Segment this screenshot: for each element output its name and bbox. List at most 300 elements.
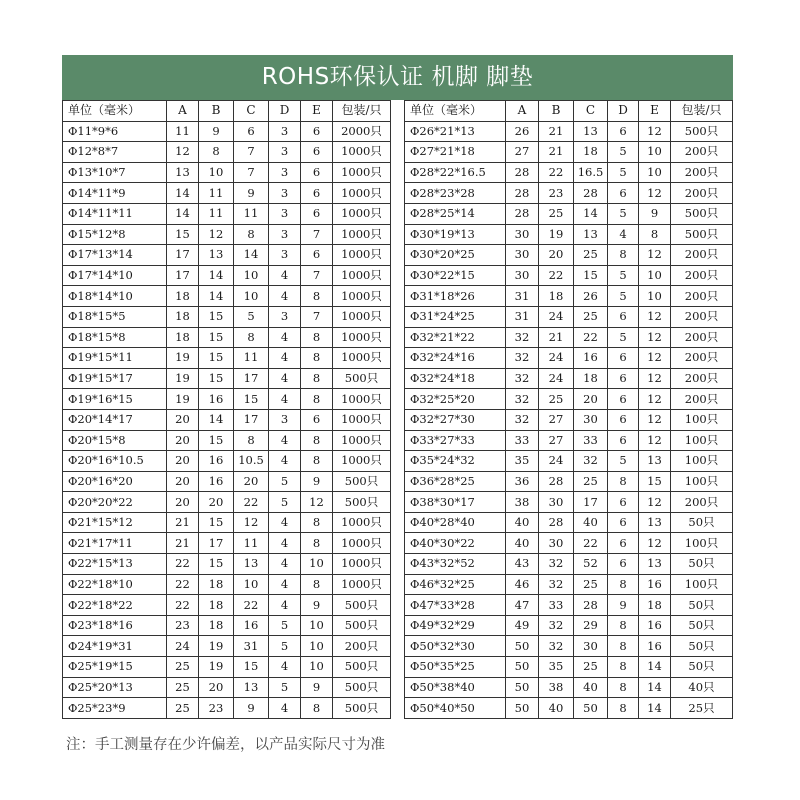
table-cell: 16	[234, 615, 269, 636]
table-cell: 13	[639, 554, 671, 575]
table-cell: 32	[539, 554, 574, 575]
page-title: ROHS环保认证 机脚 脚垫	[62, 55, 733, 100]
table-row	[63, 162, 391, 183]
table-cell: 30	[574, 409, 608, 430]
table-cell: 3	[269, 203, 301, 224]
table-cell: 14	[639, 698, 671, 719]
table-cell: 13	[639, 451, 671, 472]
table-cell: 14	[167, 203, 199, 224]
table-cell: 17	[234, 368, 269, 389]
table-cell: 25只	[671, 698, 733, 719]
table-cell: 18	[574, 142, 608, 163]
column-header: E	[639, 101, 671, 122]
model-cell: Φ32*24*16	[405, 348, 506, 369]
table-cell: 14	[574, 203, 608, 224]
table-cell: 9	[199, 121, 234, 142]
table-cell: 30	[506, 224, 539, 245]
table-cell: 32	[506, 389, 539, 410]
model-cell: Φ20*16*20	[63, 471, 167, 492]
table-cell: 1000只	[333, 512, 391, 533]
table-row	[405, 121, 733, 142]
table-cell: 50	[574, 698, 608, 719]
table-row	[405, 554, 733, 575]
table-cell: 50只	[671, 636, 733, 657]
table-cell: 17	[167, 265, 199, 286]
table-cell: 4	[269, 698, 301, 719]
table-cell: 10	[301, 554, 333, 575]
table-row	[405, 203, 733, 224]
model-cell: Φ32*21*22	[405, 327, 506, 348]
table-row	[405, 512, 733, 533]
table-cell: 8	[608, 636, 639, 657]
table-cell: 29	[574, 615, 608, 636]
table-cell: 500只	[333, 698, 391, 719]
table-cell: 19	[199, 657, 234, 678]
column-header: 单位（毫米）	[63, 101, 167, 122]
table-cell: 8	[301, 451, 333, 472]
table-cell: 200只	[671, 245, 733, 266]
table-row	[405, 430, 733, 451]
table-cell: 30	[506, 265, 539, 286]
table-cell: 1000只	[333, 389, 391, 410]
column-header: 包装/只	[333, 101, 391, 122]
table-cell: 10	[301, 657, 333, 678]
table-cell: 6	[608, 121, 639, 142]
table-row	[63, 224, 391, 245]
table-cell: 10	[234, 286, 269, 307]
table-row	[63, 389, 391, 410]
table-cell: 100只	[671, 451, 733, 472]
model-cell: Φ25*23*9	[63, 698, 167, 719]
table-cell: 31	[506, 286, 539, 307]
table-cell: 47	[506, 595, 539, 616]
table-cell: 24	[167, 636, 199, 657]
table-cell: 28	[506, 203, 539, 224]
model-cell: Φ18*15*5	[63, 306, 167, 327]
header-row	[63, 101, 391, 122]
model-cell: Φ32*27*30	[405, 409, 506, 430]
table-row	[405, 368, 733, 389]
model-cell: Φ50*32*30	[405, 636, 506, 657]
model-cell: Φ11*9*6	[63, 121, 167, 142]
table-cell: 22	[234, 595, 269, 616]
table-cell: 4	[269, 389, 301, 410]
table-cell: 28	[506, 183, 539, 204]
table-cell: 9	[234, 183, 269, 204]
model-cell: Φ28*22*16.5	[405, 162, 506, 183]
table-cell: 4	[269, 451, 301, 472]
column-header: C	[234, 101, 269, 122]
model-cell: Φ28*23*28	[405, 183, 506, 204]
table-row	[405, 306, 733, 327]
table-cell: 1000只	[333, 245, 391, 266]
table-cell: 22	[539, 265, 574, 286]
model-cell: Φ27*21*18	[405, 142, 506, 163]
table-cell: 500只	[333, 677, 391, 698]
table-cell: 1000只	[333, 451, 391, 472]
model-cell: Φ40*30*22	[405, 533, 506, 554]
table-cell: 10.5	[234, 451, 269, 472]
table-cell: 13	[167, 162, 199, 183]
table-row	[405, 245, 733, 266]
model-cell: Φ30*22*15	[405, 265, 506, 286]
table-cell: 15	[574, 265, 608, 286]
table-cell: 12	[301, 492, 333, 513]
table-cell: 18	[199, 615, 234, 636]
model-cell: Φ21*17*11	[63, 533, 167, 554]
table-cell: 6	[234, 121, 269, 142]
table-cell: 6	[301, 121, 333, 142]
table-row	[405, 286, 733, 307]
table-row	[405, 657, 733, 678]
table-cell: 19	[167, 348, 199, 369]
table-cell: 19	[539, 224, 574, 245]
table-cell: 32	[506, 327, 539, 348]
table-cell: 26	[506, 121, 539, 142]
table-cell: 35	[506, 451, 539, 472]
table-cell: 14	[234, 245, 269, 266]
table-row	[405, 142, 733, 163]
table-cell: 19	[167, 389, 199, 410]
table-cell: 20	[167, 409, 199, 430]
table-cell: 5	[608, 286, 639, 307]
table-cell: 11	[199, 203, 234, 224]
table-cell: 10	[234, 574, 269, 595]
column-header: A	[506, 101, 539, 122]
table-cell: 12	[639, 183, 671, 204]
table-cell: 100只	[671, 471, 733, 492]
table-row	[63, 595, 391, 616]
model-cell: Φ31*24*25	[405, 306, 506, 327]
table-row	[63, 698, 391, 719]
table-cell: 20	[199, 677, 234, 698]
table-row	[63, 636, 391, 657]
table-cell: 10	[301, 615, 333, 636]
table-cell: 12	[234, 512, 269, 533]
table-cell: 1000只	[333, 142, 391, 163]
table-row	[63, 554, 391, 575]
model-cell: Φ26*21*13	[405, 121, 506, 142]
table-cell: 15	[234, 389, 269, 410]
table-cell: 3	[269, 245, 301, 266]
table-cell: 10	[639, 286, 671, 307]
table-cell: 28	[539, 512, 574, 533]
table-cell: 1000只	[333, 162, 391, 183]
table-cell: 16	[199, 451, 234, 472]
table-row	[63, 657, 391, 678]
table-cell: 1000只	[333, 533, 391, 554]
table-cell: 5	[608, 162, 639, 183]
table-cell: 20	[167, 451, 199, 472]
table-row	[63, 286, 391, 307]
table-cell: 200只	[671, 183, 733, 204]
table-cell: 25	[574, 574, 608, 595]
table-cell: 50只	[671, 657, 733, 678]
table-cell: 10	[639, 142, 671, 163]
table-cell: 6	[608, 389, 639, 410]
table-cell: 6	[608, 430, 639, 451]
table-cell: 27	[539, 409, 574, 430]
table-cell: 40	[506, 512, 539, 533]
table-cell: 28	[574, 183, 608, 204]
table-cell: 4	[269, 657, 301, 678]
model-cell: Φ24*19*31	[63, 636, 167, 657]
table-cell: 200只	[671, 389, 733, 410]
model-cell: Φ20*20*22	[63, 492, 167, 513]
table-cell: 19	[167, 368, 199, 389]
table-cell: 30	[574, 636, 608, 657]
model-cell: Φ21*15*12	[63, 512, 167, 533]
table-cell: 8	[608, 677, 639, 698]
table-cell: 24	[539, 451, 574, 472]
table-cell: 20	[167, 492, 199, 513]
table-cell: 28	[539, 471, 574, 492]
column-header: 单位（毫米）	[405, 101, 506, 122]
table-row	[405, 677, 733, 698]
table-cell: 500只	[333, 657, 391, 678]
table-cell: 6	[608, 492, 639, 513]
table-cell: 500只	[671, 224, 733, 245]
table-cell: 27	[506, 142, 539, 163]
spec-table-right	[404, 100, 733, 719]
model-cell: Φ40*28*40	[405, 512, 506, 533]
table-cell: 4	[269, 595, 301, 616]
table-cell: 8	[234, 430, 269, 451]
table-cell: 200只	[671, 368, 733, 389]
table-cell: 15	[199, 512, 234, 533]
table-cell: 8	[234, 327, 269, 348]
table-cell: 17	[199, 533, 234, 554]
table-cell: 25	[574, 657, 608, 678]
table-cell: 8	[301, 286, 333, 307]
table-row	[405, 451, 733, 472]
table-cell: 8	[608, 471, 639, 492]
table-cell: 1000只	[333, 409, 391, 430]
table-cell: 40	[574, 677, 608, 698]
table-cell: 8	[301, 574, 333, 595]
table-cell: 10	[301, 636, 333, 657]
table-cell: 20	[574, 389, 608, 410]
spec-table-left	[62, 100, 391, 719]
model-cell: Φ46*32*25	[405, 574, 506, 595]
table-cell: 40	[539, 698, 574, 719]
table-cell: 8	[301, 368, 333, 389]
table-cell: 3	[269, 142, 301, 163]
table-cell: 19	[199, 636, 234, 657]
table-cell: 4	[269, 512, 301, 533]
model-cell: Φ17*13*14	[63, 245, 167, 266]
table-cell: 16	[639, 636, 671, 657]
table-cell: 200只	[671, 327, 733, 348]
table-cell: 6	[608, 512, 639, 533]
table-cell: 15	[199, 368, 234, 389]
table-cell: 10	[639, 265, 671, 286]
table-cell: 4	[269, 574, 301, 595]
table-row	[63, 348, 391, 369]
table-cell: 500只	[671, 121, 733, 142]
table-cell: 12	[639, 389, 671, 410]
model-cell: Φ19*16*15	[63, 389, 167, 410]
table-cell: 23	[199, 698, 234, 719]
table-cell: 23	[167, 615, 199, 636]
table-cell: 33	[539, 595, 574, 616]
table-cell: 24	[539, 368, 574, 389]
table-cell: 12	[639, 121, 671, 142]
table-cell: 50	[506, 636, 539, 657]
table-cell: 8	[608, 615, 639, 636]
model-cell: Φ30*20*25	[405, 245, 506, 266]
table-cell: 1000只	[333, 224, 391, 245]
table-cell: 8	[301, 512, 333, 533]
table-cell: 500只	[671, 203, 733, 224]
table-row	[63, 368, 391, 389]
table-cell: 18	[639, 595, 671, 616]
table-cell: 40	[574, 512, 608, 533]
model-cell: Φ25*20*13	[63, 677, 167, 698]
table-row	[63, 409, 391, 430]
model-cell: Φ31*18*26	[405, 286, 506, 307]
table-cell: 100只	[671, 430, 733, 451]
table-cell: 16	[639, 615, 671, 636]
table-cell: 12	[639, 327, 671, 348]
table-cell: 6	[301, 183, 333, 204]
model-cell: Φ22*18*22	[63, 595, 167, 616]
table-cell: 8	[301, 698, 333, 719]
table-cell: 16.5	[574, 162, 608, 183]
table-row	[63, 203, 391, 224]
table-cell: 18	[574, 368, 608, 389]
table-cell: 6	[608, 409, 639, 430]
model-cell: Φ28*25*14	[405, 203, 506, 224]
table-cell: 25	[167, 698, 199, 719]
table-cell: 33	[574, 430, 608, 451]
model-cell: Φ20*15*8	[63, 430, 167, 451]
table-row	[63, 677, 391, 698]
table-cell: 3	[269, 224, 301, 245]
table-cell: 5	[269, 615, 301, 636]
table-cell: 200只	[671, 348, 733, 369]
table-cell: 49	[506, 615, 539, 636]
table-cell: 20	[539, 245, 574, 266]
table-cell: 32	[506, 368, 539, 389]
table-cell: 22	[234, 492, 269, 513]
column-header: D	[269, 101, 301, 122]
table-cell: 12	[639, 492, 671, 513]
column-header: 包装/只	[671, 101, 733, 122]
table-cell: 4	[269, 430, 301, 451]
table-cell: 6	[608, 306, 639, 327]
table-cell: 11	[234, 203, 269, 224]
table-cell: 12	[199, 224, 234, 245]
table-cell: 13	[234, 554, 269, 575]
model-cell: Φ18*14*10	[63, 286, 167, 307]
column-header: D	[608, 101, 639, 122]
table-cell: 1000只	[333, 203, 391, 224]
table-cell: 8	[301, 348, 333, 369]
table-cell: 5	[608, 203, 639, 224]
table-cell: 4	[269, 286, 301, 307]
model-cell: Φ22*15*13	[63, 554, 167, 575]
table-cell: 4	[269, 368, 301, 389]
table-cell: 7	[301, 224, 333, 245]
table-cell: 1000只	[333, 348, 391, 369]
table-cell: 6	[301, 162, 333, 183]
table-cell: 13	[199, 245, 234, 266]
table-row	[63, 533, 391, 554]
table-cell: 9	[639, 203, 671, 224]
model-cell: Φ19*15*11	[63, 348, 167, 369]
table-cell: 28	[574, 595, 608, 616]
table-cell: 500只	[333, 595, 391, 616]
table-cell: 16	[639, 574, 671, 595]
table-cell: 13	[574, 224, 608, 245]
table-cell: 13	[234, 677, 269, 698]
table-cell: 10	[639, 162, 671, 183]
table-cell: 8	[608, 574, 639, 595]
table-cell: 12	[639, 430, 671, 451]
table-cell: 15	[639, 471, 671, 492]
table-cell: 50只	[671, 615, 733, 636]
model-cell: Φ17*14*10	[63, 265, 167, 286]
table-cell: 20	[234, 471, 269, 492]
table-cell: 6	[608, 348, 639, 369]
table-cell: 2000只	[333, 121, 391, 142]
table-row	[405, 224, 733, 245]
table-cell: 43	[506, 554, 539, 575]
table-cell: 200只	[671, 265, 733, 286]
table-cell: 4	[269, 348, 301, 369]
table-row	[63, 265, 391, 286]
table-cell: 18	[167, 327, 199, 348]
table-cell: 14	[639, 657, 671, 678]
table-cell: 5	[269, 492, 301, 513]
table-row	[405, 698, 733, 719]
table-cell: 10	[234, 265, 269, 286]
table-cell: 8	[608, 245, 639, 266]
table-cell: 32	[574, 451, 608, 472]
table-cell: 32	[539, 636, 574, 657]
table-cell: 25	[539, 389, 574, 410]
table-row	[405, 615, 733, 636]
table-cell: 15	[167, 224, 199, 245]
table-cell: 33	[506, 430, 539, 451]
header-row	[405, 101, 733, 122]
model-cell: Φ30*19*13	[405, 224, 506, 245]
table-cell: 6	[301, 142, 333, 163]
table-cell: 22	[574, 327, 608, 348]
table-cell: 9	[234, 698, 269, 719]
model-cell: Φ12*8*7	[63, 142, 167, 163]
table-cell: 21	[539, 327, 574, 348]
table-row	[63, 492, 391, 513]
table-cell: 32	[506, 409, 539, 430]
table-cell: 1000只	[333, 183, 391, 204]
table-cell: 16	[199, 389, 234, 410]
table-cell: 22	[539, 162, 574, 183]
table-cell: 22	[167, 595, 199, 616]
table-row	[63, 183, 391, 204]
table-cell: 21	[167, 533, 199, 554]
table-cell: 20	[167, 471, 199, 492]
table-row	[405, 492, 733, 513]
table-cell: 14	[199, 265, 234, 286]
table-cell: 5	[608, 142, 639, 163]
table-row	[63, 574, 391, 595]
table-cell: 8	[301, 327, 333, 348]
table-cell: 8	[301, 389, 333, 410]
table-cell: 32	[539, 574, 574, 595]
table-cell: 25	[574, 471, 608, 492]
